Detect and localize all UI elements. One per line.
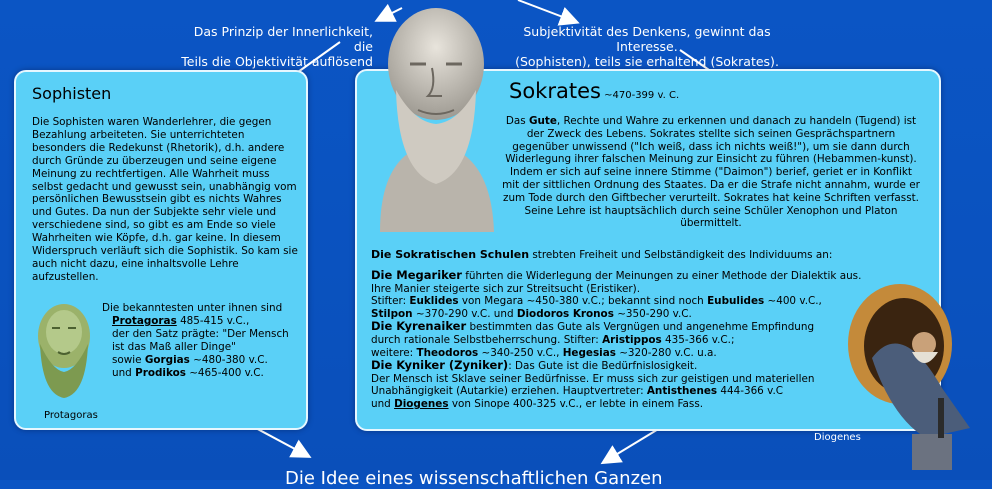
arrow-bottom-right [604,428,660,462]
sokrates-title: Sokrates ~470-399 v. C. [509,79,680,103]
link-protagoras[interactable]: Protagoras [112,314,177,327]
diogenes-caption: Diogenes [814,432,861,443]
sophisten-panel [14,70,308,430]
link-diogenes[interactable]: Diogenes [394,397,449,410]
bottom-caption: Die Idee eines wissenschaftlichen Ganzen [285,468,663,489]
sophisten-text: Die Sophisten waren Wanderlehrer, die gegen Bezahlung arbeiteten. Sie unterrichteten besonders die Redekunst (Rhetorik), d.h. andere durch Gründe zu überzeugen und seine eigene Meinung zu rechtfertigen. Alle Wahrheit muss selbst gedacht und gewusst sein, unabhängig vom persönlichen Bewusstsein gibt es nichts Wahres und Gutes. Da nun der Subjekte sehr viele und verschiedene sind, so gibt es am Ende so viele Wahrheiten wie Köpfe, d.h. gar keine. In diesem Widerspruch verläuft sich die Sophistik. So kam sie auch nicht dazu, eine inhaltsvolle Lehre aufzustellen. [32,116,298,283]
arrow-top-right [518,0,576,22]
protagoras-caption: Protagoras [44,410,98,421]
diogenes-barrel-image [842,278,992,474]
sokrates-text: Das Gute, Rechte und Wahre zu erkennen und danach zu handeln (Tugend) ist der Zweck des Lebens. Sokrates stellte sich seinen Gesprächspartnern gegenüber unwissend ("Ich weiß, dass ich nichts weiß!"), um sie dann durch Widerlegung ihrer falschen Meinung zur Einsicht zu führen (Hebammen-kunst). Indem er sich auf seine innere Stimme ("Daimon") berief, geriet er in Konflikt mit der sittlichen Ordnung des Staates. Da er die Strafe nicht annahm, wurde er zum Tode durch den Giftbecher verurteilt. Sokrates hat keine Schriften verfasst. Seine Lehre ist hauptsächlich durch seine Schüler Xenophon und Platon übermittelt. [502,115,920,230]
sophisten-famous: Die bekanntesten unter ihnen sind Protagoras 485-415 v.C., der den Satz prägte: "Der Mensch ist das Maß aller Dinge" sowie Gorgias ~480-380 v.C. und Prodikos ~465-400 v.C. [102,302,289,379]
schools-list: Die Megariker führten die Widerlegung der Meinungen zu einer Methode der Dialektik aus. Ihre Manier steigerte sich zur Streitsucht (Eristiker). Stifter: Euklides von Megara ~450-380 v.C.; bekannt sind noch Eubulides ~400 v.C., Stilpon ~370-290 v.C. und Diodoros Kronos ~350-290 v.C. Die Kyrenaiker bestimmten das Gute als Vergnügen und angenehme Empfindung durch rationale Selbstbeherrschung. Stifter: Aristippos 435-366 v.C.; weitere: Theodoros ~340-250 v.C., Hegesias ~320-280 v.C. u.a. Die Kyniker (Zyniker): Das Gute ist die Bedürfnislosigkeit. Der Mensch ist Sklave seiner Bedürfnisse. Er muss sich zur geistigen und materiellen Unabhängigkeit (Autarkie) erziehen. Hauptvertreter: Antisthenes 444-366 v.C und Diogenes von Sinope 400-325 v.C., er lebte in einem Fass. [371,268,862,410]
top-left-caption: Das Prinzip der Innerlichkeit, die Teils die Objektivität auflösend [181,24,373,69]
protagoras-bust-image [22,294,102,402]
top-right-caption: Subjektivität des Denkens, gewinnt das Interesse. (Sophisten), teils sie erhaltend (Sokrates). [515,24,779,69]
sokrates-bust-image [370,2,500,232]
arrow-bottom-left [252,426,308,456]
sophisten-title: Sophisten [32,84,112,103]
schools-heading: Die Sokratischen Schulen strebten Freiheit und Selbständigkeit des Individuums an: [371,248,833,261]
